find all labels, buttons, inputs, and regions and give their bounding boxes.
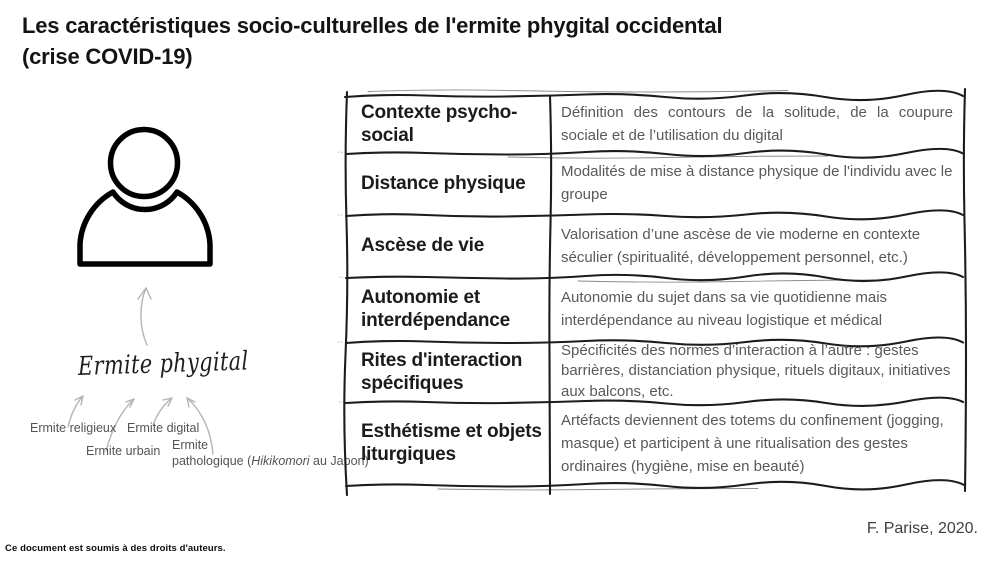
table-row <box>347 152 965 214</box>
type-label-pathologique-line2: pathologique (Hikikomori au Japon) <box>172 453 369 468</box>
table-row <box>347 277 965 341</box>
table-term: Autonomie et interdépendance <box>361 287 511 331</box>
table-definition: Définition des contours de la solitude, de la coupure sociale et de l’utilisation du digital <box>561 103 953 144</box>
table-definition: Autonomie du sujet dans sa vie quotidienne mais interdépendance au niveau logistique et médical <box>561 289 888 329</box>
type-label-ermite-religieux: Ermite religieux <box>30 421 117 435</box>
table-term: Esthétisme et objets liturgiques <box>361 421 542 465</box>
table-row <box>347 402 965 484</box>
table-definition: Valorisation d’une ascèse de vie moderne en contexte séculier (spiritualité, développement personnel, etc.) <box>561 225 921 266</box>
table-term: Ascèse de vie <box>361 235 485 256</box>
table-row <box>347 215 965 276</box>
table-definition: Spécificités des normes d’interaction à l’autre : gestes barrières, distanciation physique, rituels digitaux, initiatives aux balcons, etc. <box>561 341 951 400</box>
table-row <box>347 96 965 151</box>
person-icon <box>70 125 220 270</box>
type-label-ermite-digital: Ermite digital <box>127 421 200 435</box>
arrow-up-to-person-icon <box>138 288 151 345</box>
type-label-pathologique-line1: Ermite <box>172 438 209 452</box>
table-definition: Artéfacts deviennent des totems du confinement (jogging, masque) et participent à une ritualisation des gestes ordinaires (hygiène, mise en beauté) <box>561 411 944 475</box>
table-definition: Modalités de mise à distance physique de l'individu avec le groupe <box>561 163 953 203</box>
type-label-ermite-urbain: Ermite urbain <box>86 444 161 458</box>
title-line1: Les caractéristiques socio-culturelles de l'ermite phygital occidental <box>22 13 723 38</box>
central-label-ermite-phygital: Ermite phygital <box>77 346 249 382</box>
title-line2: (crise COVID-19) <box>22 44 193 69</box>
table-term: Rites d'interaction spécifiques <box>361 349 523 394</box>
author-credit: F. Parise, 2020. <box>866 520 978 537</box>
page-title <box>22 10 882 72</box>
copyright-notice: Ce document est soumis à des droits d'auteurs. <box>5 543 226 554</box>
table-term: Contexte psycho-social <box>361 101 518 146</box>
table-term: Distance physique <box>361 172 526 194</box>
table-row <box>347 342 965 401</box>
